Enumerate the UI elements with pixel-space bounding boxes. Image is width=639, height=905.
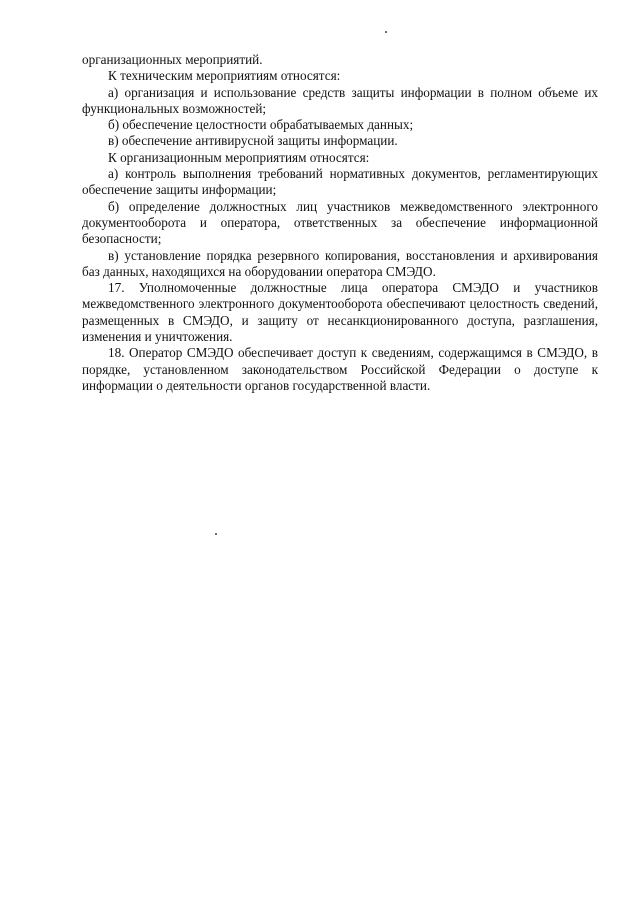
paragraph-technical-c: в) обеспечение антивирусной защиты информации. <box>108 133 398 149</box>
paragraph-technical-b: б) обеспечение целостности обрабатываемых данных; <box>108 117 414 133</box>
paragraph-organizational-c: в) установление порядка резервного копирования, восстановления и архивирования баз данных, находящихся на оборудовании оператора СМЭДО. <box>82 247 598 279</box>
paragraph-clause-17: 17. Уполномоченные должностные лица оператора СМЭДО и участников межведомственного электронного документооборота обеспечивают целостность сведений, размещенных в СМЭДО, и защиту от несанкционированного доступа, разглашения, изменения и уничтожения. <box>82 280 598 345</box>
paragraph-organizational-a: а) контроль выполнения требований нормативных документов, регламентирующих обеспечение защиты информации; <box>82 166 598 198</box>
paragraph-technical-measures-heading: К техническим мероприятиям относятся: <box>108 68 341 84</box>
paragraph-technical-a: а) организация и использование средств защиты информации в полном объеме их функциональных возможностей; <box>82 84 598 116</box>
paragraph-continuation: организационных мероприятий. <box>82 52 263 67</box>
paragraph-clause-18: 18. Оператор СМЭДО обеспечивает доступ к сведениям, содержащимся в СМЭДО, в порядке, установленном законодательством Российской Федерации о доступе к информации о деятельности органов государственной власти. <box>82 345 598 393</box>
paragraph-organizational-measures-heading: К организационным мероприятиям относятся: <box>108 149 370 165</box>
scan-speck-top <box>385 31 387 33</box>
paragraph-organizational-b: б) определение должностных лиц участников межведомственного электронного документооборота и оператора, ответственных за обеспечение информационной безопасности; <box>82 198 598 247</box>
scan-speck-middle <box>215 533 217 535</box>
document-body <box>82 52 598 394</box>
